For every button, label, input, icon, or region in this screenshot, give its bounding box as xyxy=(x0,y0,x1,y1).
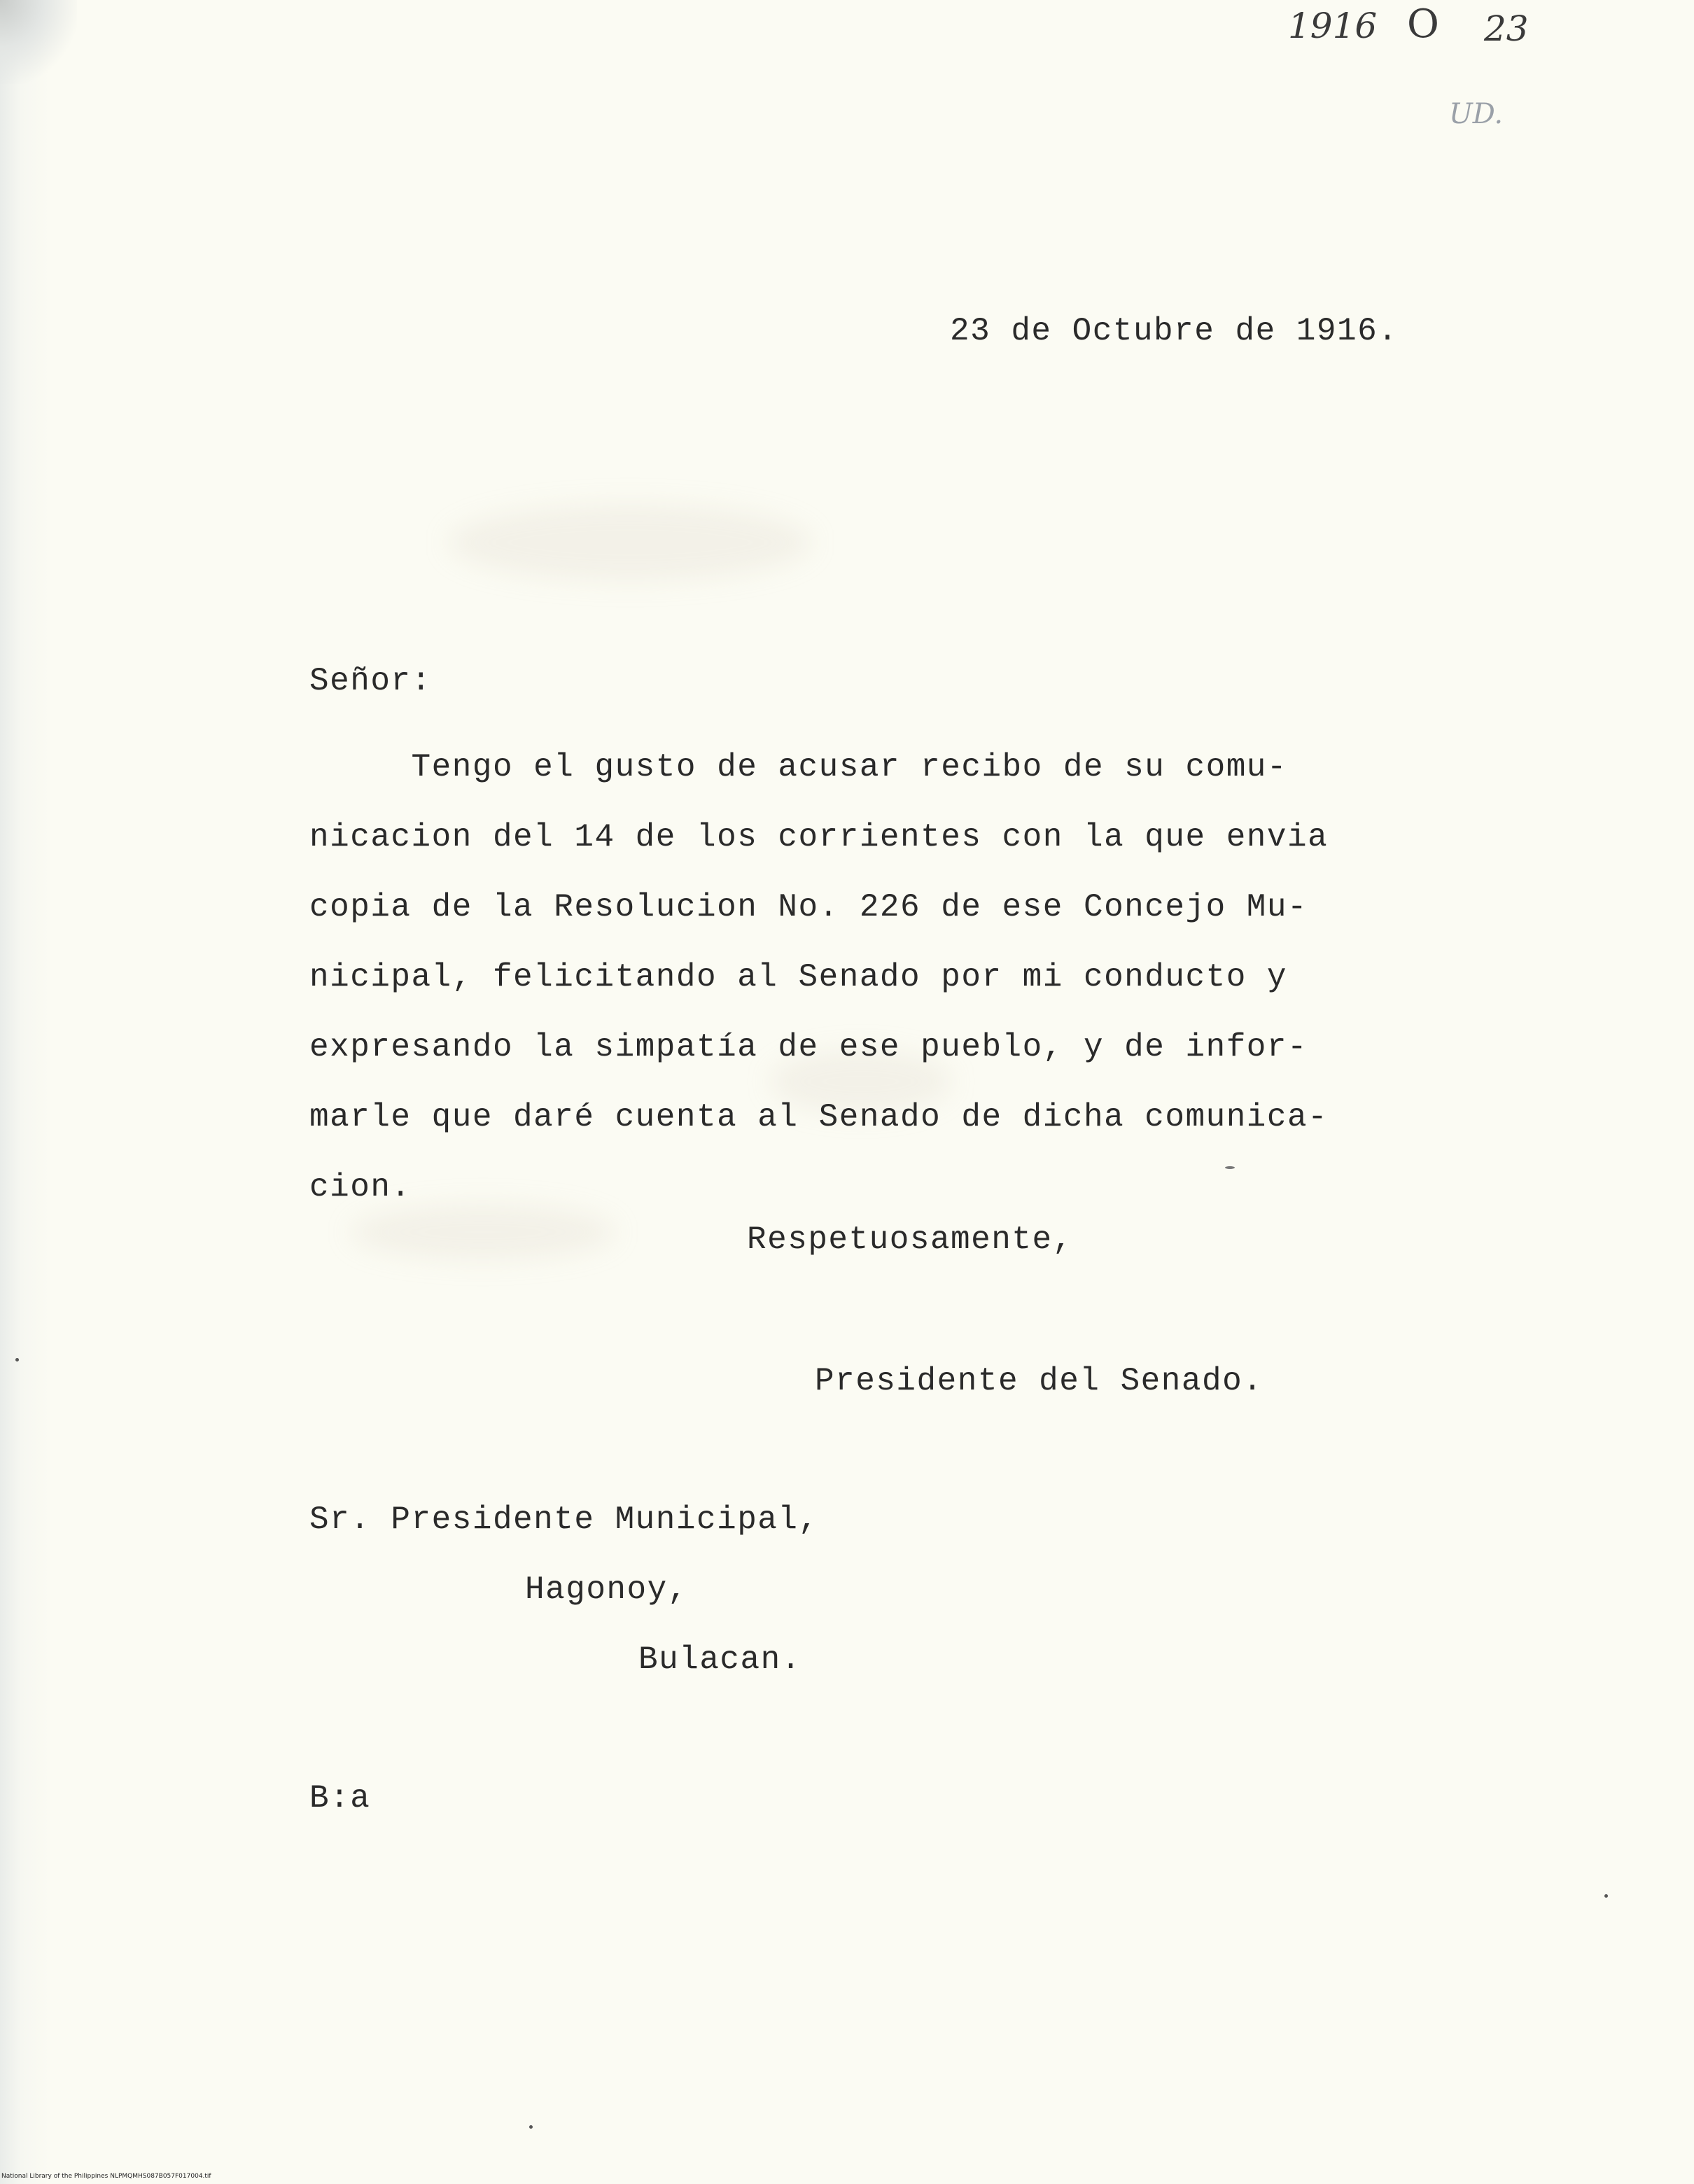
letter-body xyxy=(309,732,1429,1222)
recipient-name: Sr. Presidente Municipal, xyxy=(309,1502,819,1538)
body-line: marle que daré cuenta al Senado de dicha comunica- xyxy=(309,1099,1329,1135)
paper-speck xyxy=(1604,1894,1608,1898)
paper-speck xyxy=(15,1358,19,1362)
body-line: Tengo el gusto de acusar recibo de su comu- xyxy=(309,749,1288,785)
letter-date: 23 de Octubre de 1916. xyxy=(950,313,1399,349)
closing: Respetuosamente, xyxy=(747,1222,1073,1258)
body-line: nicacion del 14 de los corrientes con la que envia xyxy=(309,819,1329,855)
handwritten-mark: O xyxy=(1407,1,1439,47)
body-line: expresando la simpatía de ese pueblo, y de infor- xyxy=(309,1029,1308,1065)
corner-wear xyxy=(0,0,77,84)
salutation: Señor: xyxy=(309,663,432,699)
typist-initials: B:a xyxy=(309,1780,371,1816)
recipient-province: Bulacan. xyxy=(638,1642,802,1678)
paper-speck xyxy=(529,2125,533,2129)
recipient-town: Hagonoy, xyxy=(525,1572,688,1608)
body-line: copia de la Resolucion No. 226 de ese Concejo Mu- xyxy=(309,889,1308,925)
handwritten-year: 1916 xyxy=(1288,6,1378,46)
handwritten-day: 23 xyxy=(1484,8,1529,49)
signature-title: Presidente del Senado. xyxy=(815,1363,1264,1399)
paper-speck xyxy=(1225,1166,1235,1169)
paper-stain xyxy=(448,504,812,581)
handwritten-faint-note: UD. xyxy=(1449,98,1504,130)
body-line: nicipal, felicitando al Senado por mi conducto y xyxy=(309,959,1288,995)
body-line: cion. xyxy=(309,1169,412,1205)
archive-caption: National Library of the Philippines NLPMQMHS087B057F017004.tif xyxy=(1,2173,211,2180)
